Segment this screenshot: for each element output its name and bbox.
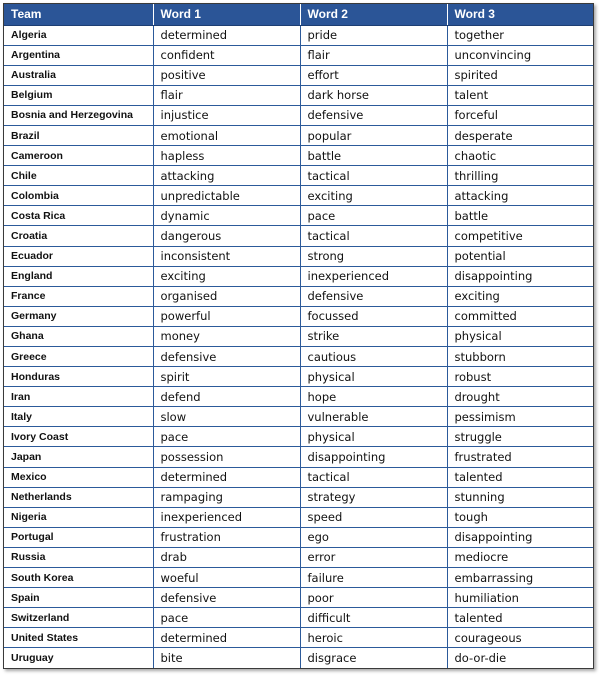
team-cell: Spain (4, 588, 153, 608)
header-row (4, 4, 593, 25)
word-1-cell: flair (153, 85, 300, 105)
word-2-cell: dark horse (300, 85, 447, 105)
team-cell: Japan (4, 447, 153, 467)
table-row (4, 507, 593, 527)
table-row (4, 407, 593, 427)
word-2-cell: ego (300, 527, 447, 547)
word-3-cell: potential (447, 246, 593, 266)
word-1-cell: dynamic (153, 206, 300, 226)
team-cell: Brazil (4, 125, 153, 145)
word-1-cell: possession (153, 447, 300, 467)
word-1-cell: rampaging (153, 487, 300, 507)
team-cell: Nigeria (4, 507, 153, 527)
word-3-cell: humiliation (447, 588, 593, 608)
word-3-cell: drought (447, 387, 593, 407)
word-1-cell: positive (153, 65, 300, 85)
word-2-cell: disappointing (300, 447, 447, 467)
word-2-cell: exciting (300, 186, 447, 206)
table-row (4, 367, 593, 387)
table-row (4, 65, 593, 85)
word-3-cell: courageous (447, 628, 593, 648)
team-cell: Bosnia and Herzegovina (4, 105, 153, 125)
word-1-cell: defend (153, 387, 300, 407)
team-cell: Chile (4, 166, 153, 186)
word-3-cell: forceful (447, 105, 593, 125)
table-body (4, 25, 593, 668)
table-row (4, 487, 593, 507)
word-1-cell: inexperienced (153, 507, 300, 527)
team-cell: Ecuador (4, 246, 153, 266)
table-row (4, 387, 593, 407)
word-1-cell: determined (153, 628, 300, 648)
team-cell: Uruguay (4, 648, 153, 668)
word-3-cell: thrilling (447, 166, 593, 186)
table-row (4, 326, 593, 346)
team-cell: Ivory Coast (4, 427, 153, 447)
word-2-cell: error (300, 547, 447, 567)
word-1-cell: injustice (153, 105, 300, 125)
word-3-cell: pessimism (447, 407, 593, 427)
table-row (4, 628, 593, 648)
word-2-cell: difficult (300, 608, 447, 628)
word-2-cell: effort (300, 65, 447, 85)
team-cell: Russia (4, 547, 153, 567)
team-cell: United States (4, 628, 153, 648)
word-1-cell: determined (153, 467, 300, 487)
team-cell: Iran (4, 387, 153, 407)
header-word-3: Word 3 (447, 4, 593, 25)
word-1-cell: drab (153, 547, 300, 567)
header-word-1: Word 1 (153, 4, 300, 25)
table-row (4, 146, 593, 166)
team-cell: Colombia (4, 186, 153, 206)
word-3-cell: attacking (447, 186, 593, 206)
word-2-cell: pace (300, 206, 447, 226)
word-2-cell: focussed (300, 306, 447, 326)
word-2-cell: flair (300, 45, 447, 65)
word-3-cell: stunning (447, 487, 593, 507)
word-3-cell: disappointing (447, 266, 593, 286)
team-cell: Costa Rica (4, 206, 153, 226)
team-cell: Switzerland (4, 608, 153, 628)
word-1-cell: exciting (153, 266, 300, 286)
word-3-cell: talent (447, 85, 593, 105)
word-1-cell: defensive (153, 588, 300, 608)
table-row (4, 447, 593, 467)
word-1-cell: defensive (153, 347, 300, 367)
word-2-cell: tactical (300, 166, 447, 186)
word-2-cell: defensive (300, 286, 447, 306)
word-3-cell: battle (447, 206, 593, 226)
header-word-2: Word 2 (300, 4, 447, 25)
word-3-cell: talented (447, 608, 593, 628)
team-cell: Argentina (4, 45, 153, 65)
team-cell: Cameroon (4, 146, 153, 166)
team-cell: France (4, 286, 153, 306)
table-row (4, 527, 593, 547)
table-row (4, 568, 593, 588)
word-3-cell: disappointing (447, 527, 593, 547)
table-row (4, 306, 593, 326)
team-cell: South Korea (4, 568, 153, 588)
word-3-cell: frustrated (447, 447, 593, 467)
word-1-cell: pace (153, 608, 300, 628)
word-2-cell: strike (300, 326, 447, 346)
team-cell: Mexico (4, 467, 153, 487)
table-row (4, 608, 593, 628)
team-cell: Belgium (4, 85, 153, 105)
word-1-cell: money (153, 326, 300, 346)
table-frame (3, 3, 594, 669)
table-row (4, 25, 593, 45)
word-3-cell: talented (447, 467, 593, 487)
word-1-cell: confident (153, 45, 300, 65)
word-2-cell: inexperienced (300, 266, 447, 286)
team-cell: Algeria (4, 25, 153, 45)
word-2-cell: tactical (300, 467, 447, 487)
word-3-cell: desperate (447, 125, 593, 145)
word-1-cell: frustration (153, 527, 300, 547)
word-3-cell: unconvincing (447, 45, 593, 65)
table-row (4, 186, 593, 206)
word-2-cell: failure (300, 568, 447, 588)
team-cell: Italy (4, 407, 153, 427)
word-1-cell: powerful (153, 306, 300, 326)
team-cell: England (4, 266, 153, 286)
table-row (4, 166, 593, 186)
table-row (4, 347, 593, 367)
table-row (4, 547, 593, 567)
word-3-cell: exciting (447, 286, 593, 306)
word-3-cell: robust (447, 367, 593, 387)
word-2-cell: hope (300, 387, 447, 407)
word-3-cell: spirited (447, 65, 593, 85)
word-1-cell: pace (153, 427, 300, 447)
word-1-cell: determined (153, 25, 300, 45)
table-row (4, 467, 593, 487)
word-1-cell: emotional (153, 125, 300, 145)
word-1-cell: unpredictable (153, 186, 300, 206)
word-3-cell: committed (447, 306, 593, 326)
word-1-cell: slow (153, 407, 300, 427)
word-3-cell: competitive (447, 226, 593, 246)
word-2-cell: tactical (300, 226, 447, 246)
team-cell: Germany (4, 306, 153, 326)
word-1-cell: spirit (153, 367, 300, 387)
word-3-cell: chaotic (447, 146, 593, 166)
table-row (4, 45, 593, 65)
word-3-cell: together (447, 25, 593, 45)
word-2-cell: physical (300, 367, 447, 387)
word-1-cell: bite (153, 648, 300, 668)
table-row (4, 648, 593, 668)
team-cell: Croatia (4, 226, 153, 246)
team-cell: Portugal (4, 527, 153, 547)
team-cell: Ghana (4, 326, 153, 346)
word-3-cell: mediocre (447, 547, 593, 567)
word-3-cell: struggle (447, 427, 593, 447)
table-row (4, 105, 593, 125)
table-row (4, 266, 593, 286)
word-2-cell: poor (300, 588, 447, 608)
word-2-cell: cautious (300, 347, 447, 367)
word-3-cell: embarrassing (447, 568, 593, 588)
word-1-cell: attacking (153, 166, 300, 186)
table-row (4, 125, 593, 145)
word-2-cell: strong (300, 246, 447, 266)
word-2-cell: strategy (300, 487, 447, 507)
word-3-cell: stubborn (447, 347, 593, 367)
table-row (4, 246, 593, 266)
team-cell: Netherlands (4, 487, 153, 507)
word-1-cell: dangerous (153, 226, 300, 246)
header-team: Team (4, 4, 153, 25)
word-2-cell: pride (300, 25, 447, 45)
team-cell: Honduras (4, 367, 153, 387)
word-2-cell: battle (300, 146, 447, 166)
word-2-cell: physical (300, 427, 447, 447)
team-words-table (4, 4, 593, 668)
table-header (4, 4, 593, 25)
word-1-cell: organised (153, 286, 300, 306)
table-row (4, 206, 593, 226)
word-1-cell: inconsistent (153, 246, 300, 266)
team-cell: Greece (4, 347, 153, 367)
table-row (4, 427, 593, 447)
table-row (4, 286, 593, 306)
word-2-cell: speed (300, 507, 447, 527)
word-2-cell: heroic (300, 628, 447, 648)
word-1-cell: hapless (153, 146, 300, 166)
word-2-cell: defensive (300, 105, 447, 125)
word-2-cell: disgrace (300, 648, 447, 668)
table-row (4, 85, 593, 105)
team-cell: Australia (4, 65, 153, 85)
word-3-cell: physical (447, 326, 593, 346)
word-3-cell: do-or-die (447, 648, 593, 668)
table-row (4, 226, 593, 246)
word-3-cell: tough (447, 507, 593, 527)
word-2-cell: vulnerable (300, 407, 447, 427)
word-1-cell: woeful (153, 568, 300, 588)
word-2-cell: popular (300, 125, 447, 145)
table-row (4, 588, 593, 608)
